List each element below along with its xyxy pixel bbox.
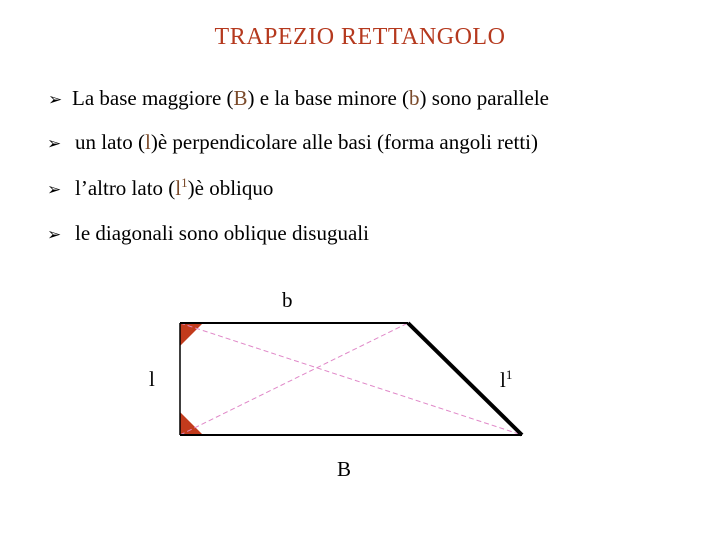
label-perpendicular-side: l	[149, 367, 155, 391]
page-title: TRAPEZIO RETTANGOLO	[214, 24, 506, 50]
arrow-bullet-icon: ➢	[47, 225, 62, 245]
arrow-bullet-icon: ➢	[47, 134, 62, 154]
bullet-text: le diagonali sono oblique disuguali	[75, 221, 369, 245]
bullet-text: La base maggiore (B) e la base minore (b) sono parallele	[72, 86, 549, 110]
bullet-text: l’altro lato $(l^1)è$ obliquo	[75, 175, 274, 200]
arrow-bullet-icon: ➢	[47, 180, 62, 200]
diagonal-line	[180, 323, 522, 435]
label-minor-base: b	[282, 288, 293, 312]
bullet-text: un lato (l)è perpendicolare alle basi (forma angoli retti)	[75, 130, 538, 154]
label-major-base: B	[337, 457, 352, 481]
diagonal-line	[180, 323, 408, 435]
right-angle-marker-bottom	[180, 412, 203, 435]
arrow-bullet-icon: ➢	[48, 90, 63, 110]
label-oblique-side: $l^1$	[500, 367, 513, 392]
